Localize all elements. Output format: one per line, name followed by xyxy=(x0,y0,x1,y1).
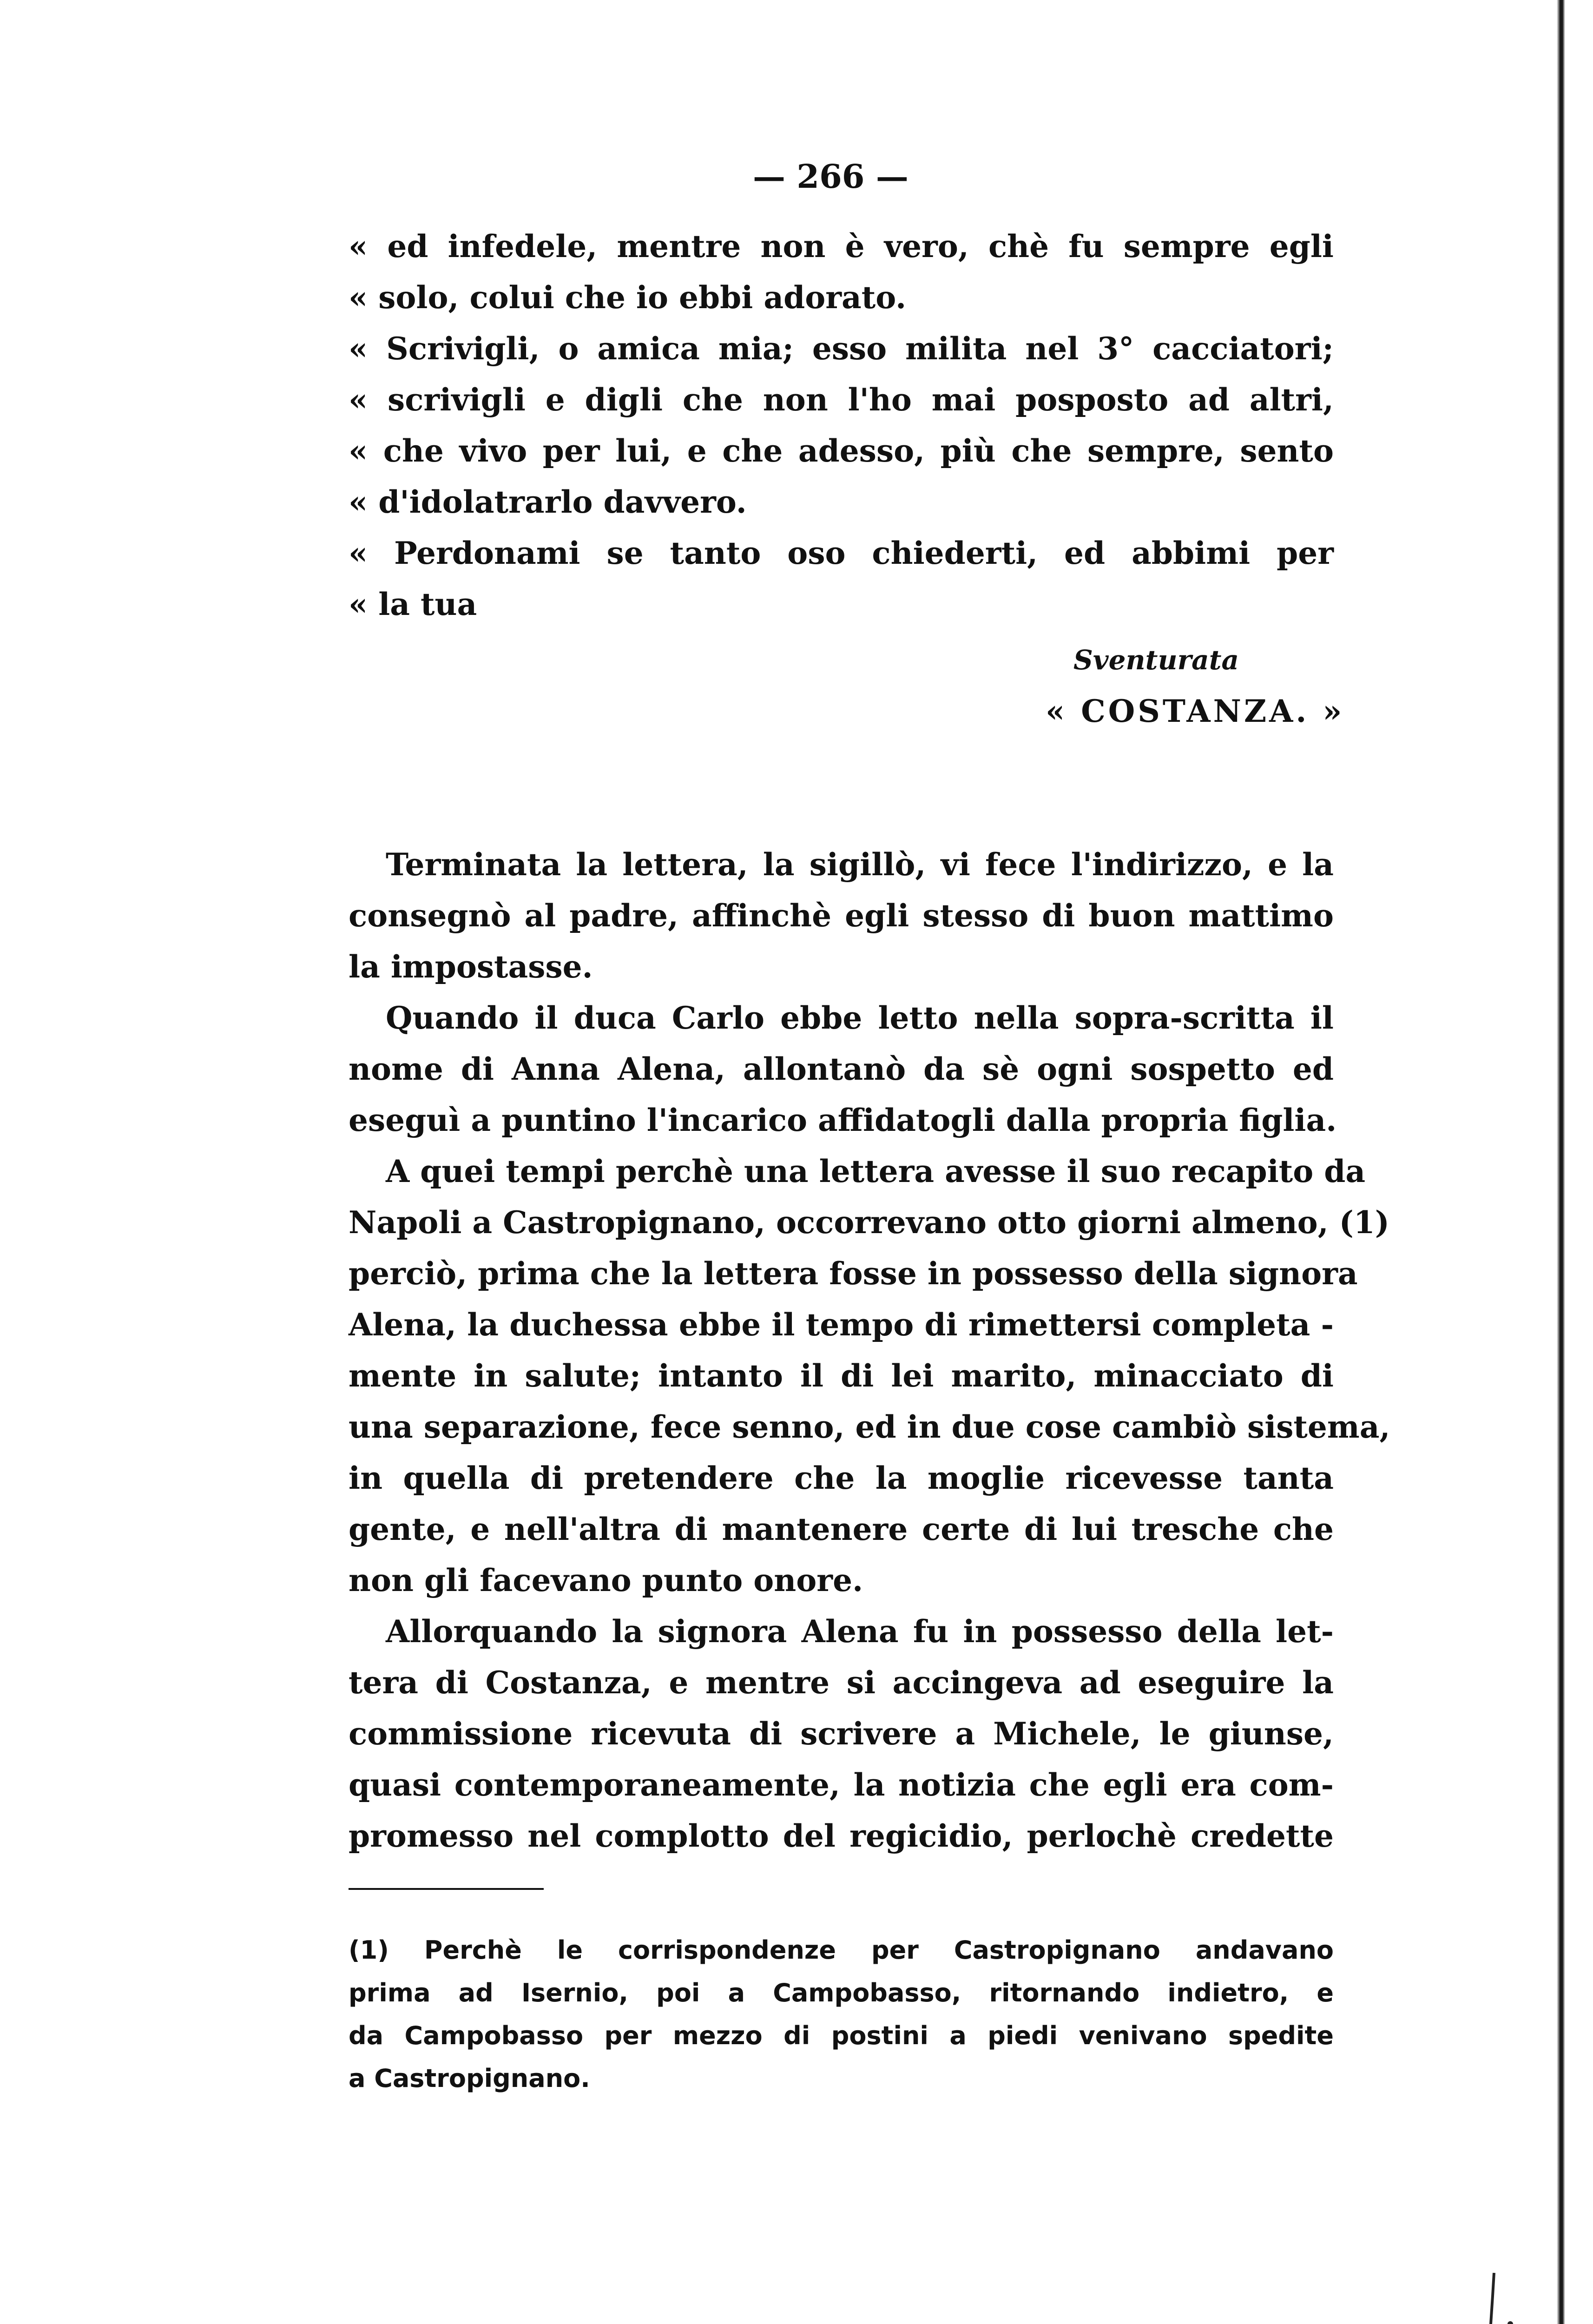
body-line: A quei tempi perchè una lettera avesse il suo recapito da xyxy=(386,1153,1366,1189)
signature-label: Sventurata xyxy=(1073,644,1239,676)
body-line: gente, e nell'altra di mantenere certe di lui tresche che xyxy=(349,1511,1334,1547)
page-number: — 266 — xyxy=(753,157,908,196)
body-line: commissione ricevuta di scrivere a Michele, le giunse, xyxy=(349,1716,1334,1752)
body-line: consegnò al padre, affinchè egli stesso di buon mattimo xyxy=(349,898,1334,934)
body-line: Napoli a Castropignano, occorrevano otto giorni almeno, (1) xyxy=(349,1204,1390,1241)
letter-line: « d'idolatrarlo davvero. xyxy=(349,484,747,520)
signature-name: « COSTANZA. » xyxy=(1046,693,1345,729)
footnote-line: da Campobasso per mezzo di postini a piedi venivano spedite xyxy=(349,2021,1334,2050)
letter-line: « Perdonami se tanto oso chiederti, ed abbimi per xyxy=(349,535,1334,571)
page-edge-shadow xyxy=(1557,0,1565,2324)
footnote-line: (1) Perchè le corrispondenze per Castropignano andavano xyxy=(349,1935,1334,1965)
body-line: promesso nel complotto del regicidio, perlochè credette xyxy=(349,1818,1334,1854)
footnote-line: prima ad Isernio, poi a Campobasso, ritornando indietro, e xyxy=(349,1978,1334,2007)
body-line: mente in salute; intanto il di lei marito, minacciato di xyxy=(349,1358,1334,1394)
body-line: quasi contemporaneamente, la notizia che egli era com- xyxy=(349,1767,1334,1803)
body-line: una separazione, fece senno, ed in due cose cambiò sistema, xyxy=(349,1409,1390,1445)
body-line: perciò, prima che la lettera fosse in possesso della signora xyxy=(349,1255,1358,1292)
letter-line: « la tua xyxy=(349,586,477,622)
body-line: eseguì a puntino l'incarico affidatogli dalla propria figlia. xyxy=(349,1102,1337,1138)
body-line: tera di Costanza, e mentre si accingeva ad eseguire la xyxy=(349,1664,1334,1701)
body-line: Terminata la lettera, la sigillò, vi fece l'indirizzo, e la xyxy=(386,846,1334,883)
letter-line: « che vivo per lui, e che adesso, più che sempre, sento xyxy=(349,433,1334,469)
ink-stamp-mark xyxy=(1450,2268,1534,2324)
letter-line: « Scrivigli, o amica mia; esso milita nel 3° cacciatori; xyxy=(349,330,1334,367)
body-line: Allorquando la signora Alena fu in possesso della let- xyxy=(386,1613,1334,1650)
body-line: nome di Anna Alena, allontanò da sè ogni sospetto ed xyxy=(349,1051,1334,1087)
body-line: Alena, la duchessa ebbe il tempo di rimettersi completa - xyxy=(349,1307,1334,1343)
body-line: la impostasse. xyxy=(349,949,593,985)
body-line: in quella di pretendere che la moglie ricevesse tanta xyxy=(349,1460,1334,1496)
body-line: Quando il duca Carlo ebbe letto nella sopra-scritta il xyxy=(386,1000,1334,1036)
letter-line: « scrivigli e digli che non l'ho mai posposto ad altri, xyxy=(349,382,1334,418)
footnote-divider xyxy=(349,1888,544,1890)
letter-line: « ed infedele, mentre non è vero, chè fu sempre egli xyxy=(349,228,1334,264)
body-line: non gli facevano punto onore. xyxy=(349,1562,863,1598)
footnote-line: a Castropignano. xyxy=(349,2064,590,2093)
letter-line: « solo, colui che io ebbi adorato. xyxy=(349,279,907,316)
page-edge-margin xyxy=(1568,0,1593,2324)
